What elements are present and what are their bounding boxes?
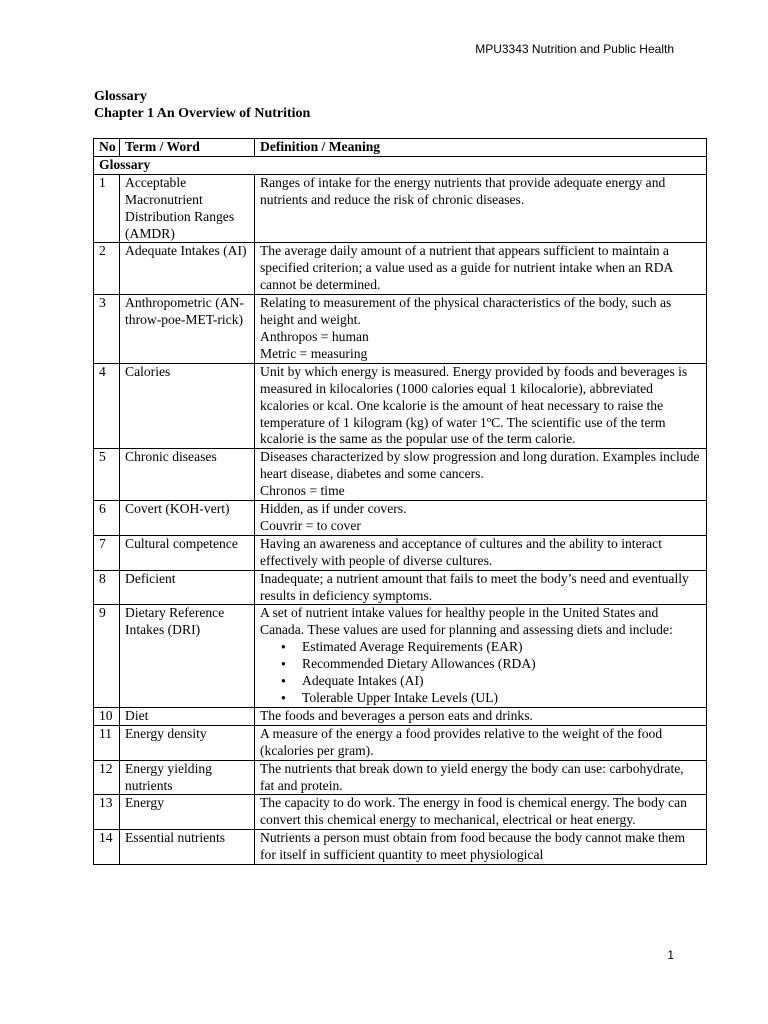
row-number: 14 — [94, 830, 120, 865]
row-term: Diet — [120, 707, 255, 725]
table-row — [94, 760, 707, 795]
row-definition — [255, 707, 707, 725]
row-definition — [255, 570, 707, 605]
row-term: Adequate Intakes (AI) — [120, 243, 255, 295]
definition-line: Having an awareness and acceptance of cultures and the ability to interact effectively with people of diverse cultures. — [260, 535, 662, 568]
row-number: 4 — [94, 363, 120, 449]
table-body — [94, 156, 707, 864]
table-row — [94, 725, 707, 760]
bullet-item: ● Estimated Average Requirements (EAR) — [302, 639, 701, 656]
row-term: Acceptable Macronutrient Distribution Ranges (AMDR) — [120, 174, 255, 243]
row-definition — [255, 174, 707, 243]
definition-line: A measure of the energy a food provides relative to the weight of the food (kcalories per gram). — [260, 725, 663, 758]
bullet-item: ● Tolerable Upper Intake Levels (UL) — [302, 690, 701, 707]
row-number: 1 — [94, 174, 120, 243]
definition-line: Relating to measurement of the physical characteristics of the body, such as height and weight. — [260, 295, 672, 328]
row-number: 13 — [94, 795, 120, 830]
glossary-table — [93, 138, 707, 865]
row-term: Dietary Reference Intakes (DRI) — [120, 605, 255, 707]
table-row — [94, 363, 707, 449]
row-term: Cultural competence — [120, 535, 255, 570]
row-term: Deficient — [120, 570, 255, 605]
row-definition — [255, 605, 707, 707]
section-label: Glossary — [94, 156, 707, 174]
row-definition — [255, 295, 707, 364]
row-definition — [255, 535, 707, 570]
table-row — [94, 830, 707, 865]
definition-line: Unit by which energy is measured. Energy provided by foods and beverages is measured in kilocalories (1000 calories equal 1 kilocalorie), abbreviated kcalories or kcal. One kcalorie is the amount of heat necessary to raise the temperature of 1 kilogram (kg) of water 1ºC. The scientific use of the term kcalorie is the same as the popular use of the term calorie. — [260, 363, 688, 447]
row-definition — [255, 760, 707, 795]
row-term: Anthropometric (AN-throw-poe-MET-rick) — [120, 295, 255, 364]
row-definition — [255, 830, 707, 865]
glossary-title: Glossary — [94, 89, 147, 104]
definition-line: The nutrients that break down to yield energy the body can use: carbohydrate, fat and protein. — [260, 760, 684, 793]
table-row — [94, 795, 707, 830]
section-row — [94, 156, 707, 174]
table-row — [94, 570, 707, 605]
chapter-title: Chapter 1 An Overview of Nutrition — [94, 106, 311, 121]
row-definition — [255, 243, 707, 295]
definition-line: Hidden, as if under covers. — [260, 501, 407, 517]
row-term: Covert (KOH-vert) — [120, 501, 255, 536]
header-definition: Definition / Meaning — [255, 139, 707, 157]
row-number: 12 — [94, 760, 120, 795]
row-definition — [255, 449, 707, 501]
table-row — [94, 707, 707, 725]
page-number: 1 — [667, 948, 674, 962]
definition-line: Chronos = time — [260, 483, 345, 499]
row-term: Energy — [120, 795, 255, 830]
row-definition — [255, 725, 707, 760]
bullet-item: ● Adequate Intakes (AI) — [302, 673, 701, 690]
page-header: MPU3343 Nutrition and Public Health — [475, 42, 674, 56]
definition-line: Nutrients a person must obtain from food because the body cannot make them for itself in sufficient quantity to meet physiological — [260, 830, 686, 863]
definition-line: A set of nutrient intake values for healthy people in the United States and Canada. These values are used for planning and assessing diets and include: — [260, 605, 673, 638]
bullet-item: ● Recommended Dietary Allowances (RDA) — [302, 656, 701, 673]
definition-line: Diseases characterized by slow progression and long duration. Examples include heart disease, diabetes and some cancers. — [260, 449, 700, 482]
row-number: 7 — [94, 535, 120, 570]
table-row — [94, 174, 707, 243]
table-row — [94, 243, 707, 295]
row-number: 10 — [94, 707, 120, 725]
table-row — [94, 501, 707, 536]
definition-line: The average daily amount of a nutrient that appears sufficient to maintain a specified criterion; a value used as a guide for nutrient intake when an RDA cannot be determined. — [260, 243, 673, 293]
row-number: 6 — [94, 501, 120, 536]
table-row — [94, 295, 707, 364]
row-number: 3 — [94, 295, 120, 364]
row-number: 9 — [94, 605, 120, 707]
table-row — [94, 535, 707, 570]
row-definition — [255, 501, 707, 536]
definition-line: Inadequate; a nutrient amount that fails to meet the body’s need and eventually results in deficiency symptoms. — [260, 570, 689, 603]
row-term: Energy yielding nutrients — [120, 760, 255, 795]
definition-line: The foods and beverages a person eats and drinks. — [260, 707, 533, 723]
row-term: Energy density — [120, 725, 255, 760]
definition-line: The capacity to do work. The energy in food is chemical energy. The body can convert this chemical energy to mechanical, electrical or heat energy. — [260, 795, 687, 828]
row-number: 8 — [94, 570, 120, 605]
table-header-row — [94, 139, 707, 157]
table-row — [94, 449, 707, 501]
row-term: Calories — [120, 363, 255, 449]
row-number: 5 — [94, 449, 120, 501]
row-number: 2 — [94, 243, 120, 295]
definition-bullet-list — [260, 639, 701, 707]
row-term: Chronic diseases — [120, 449, 255, 501]
definition-line: Ranges of intake for the energy nutrients that provide adequate energy and nutrients and reduce the risk of chronic diseases. — [260, 174, 666, 207]
definition-line: Couvrir = to cover — [260, 517, 361, 533]
row-term: Essential nutrients — [120, 830, 255, 865]
row-number: 11 — [94, 725, 120, 760]
document-titles — [94, 88, 310, 122]
row-definition — [255, 363, 707, 449]
header-term: Term / Word — [120, 139, 255, 157]
table-row — [94, 605, 707, 707]
header-no: No — [94, 139, 120, 157]
row-definition — [255, 795, 707, 830]
definition-line: Anthropos = human — [260, 328, 369, 344]
definition-line: Metric = measuring — [260, 345, 368, 361]
